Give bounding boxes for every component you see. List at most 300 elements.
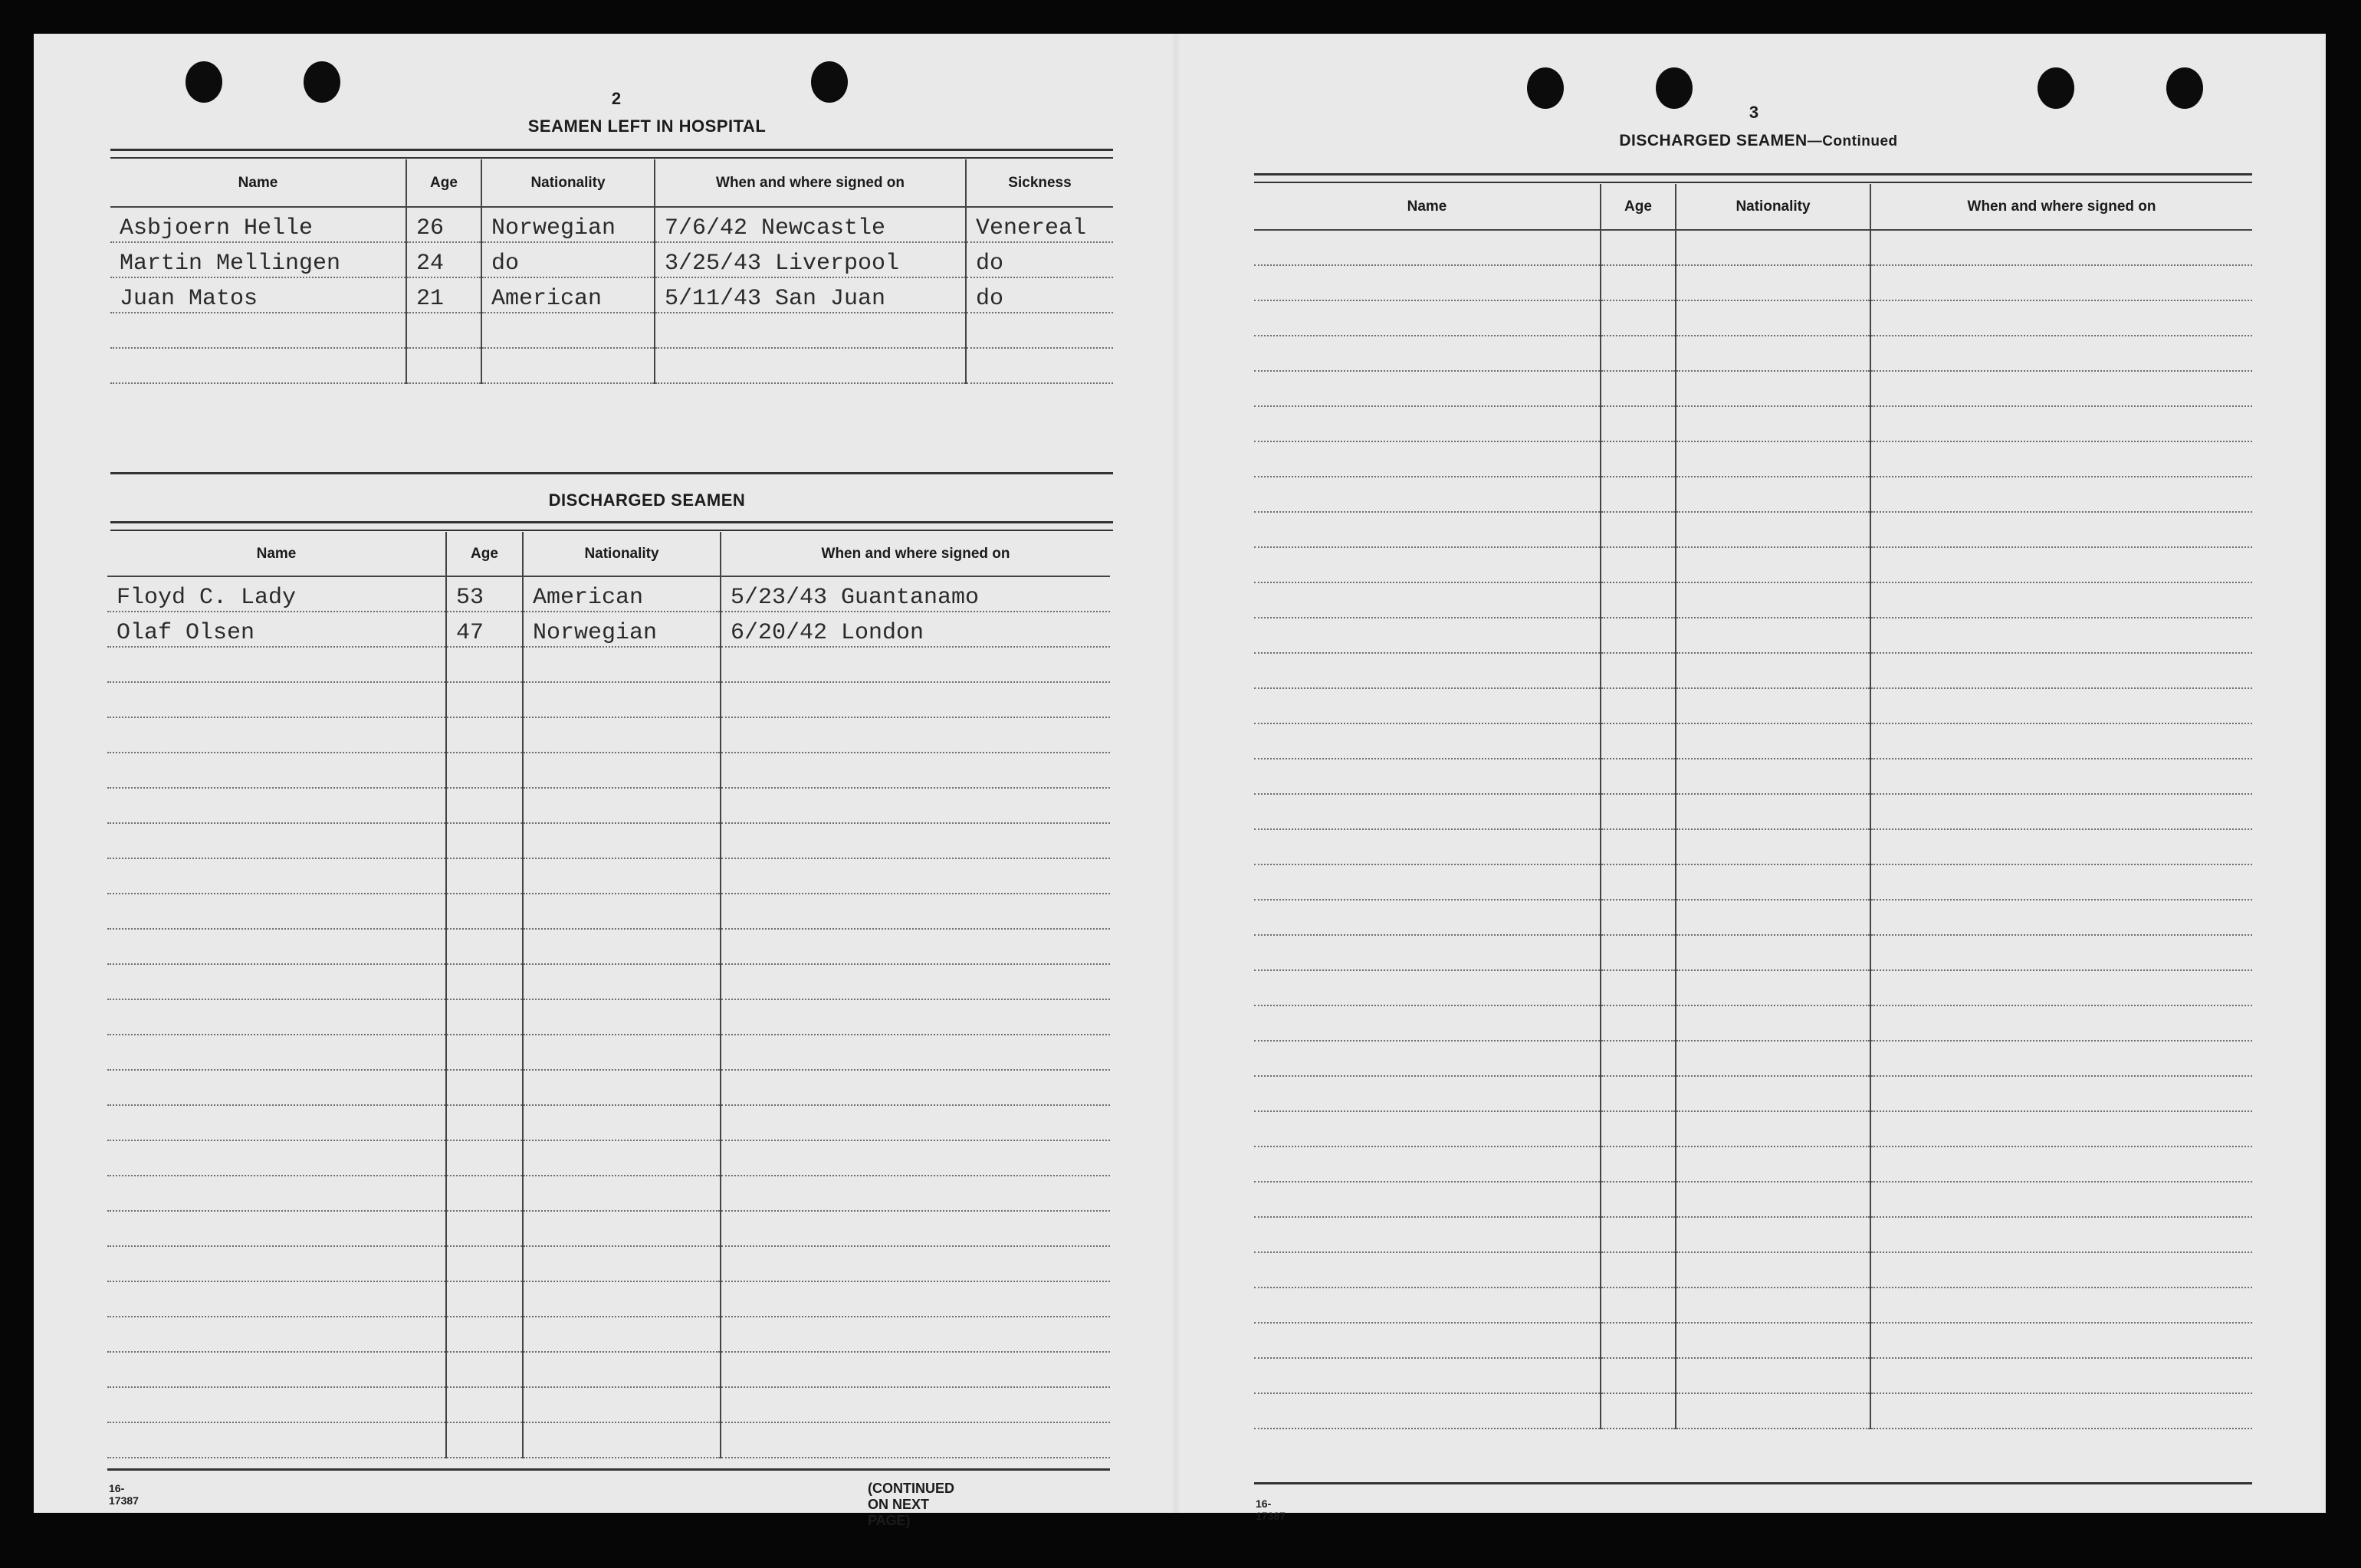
blank-row bbox=[107, 929, 1110, 964]
blank-cell bbox=[1601, 1393, 1676, 1429]
blank-cell bbox=[1676, 406, 1870, 441]
blank-row bbox=[107, 858, 1110, 894]
hospital-header-row bbox=[110, 159, 1113, 207]
col-signed-on-header: When and where signed on bbox=[1870, 184, 2252, 230]
blank-cell bbox=[446, 1246, 523, 1281]
blank-cell bbox=[446, 1176, 523, 1211]
blank-row bbox=[1254, 300, 2252, 336]
blank-row bbox=[107, 894, 1110, 929]
blank-cell bbox=[1676, 1076, 1870, 1111]
blank-cell bbox=[107, 1070, 446, 1105]
discharged-continued-title bbox=[1521, 132, 1996, 150]
blank-row bbox=[1254, 1288, 2252, 1323]
seaman-signed-on: 5/11/43 San Juan bbox=[655, 277, 966, 313]
blank-row bbox=[1254, 759, 2252, 794]
blank-cell bbox=[1601, 1146, 1676, 1182]
punch-hole-2 bbox=[304, 61, 340, 103]
discharged-table-left bbox=[107, 532, 1110, 1458]
blank-cell bbox=[1676, 653, 1870, 688]
blank-cell bbox=[446, 1035, 523, 1070]
blank-cell bbox=[1601, 723, 1676, 759]
blank-cell bbox=[1254, 1323, 1601, 1358]
discharged-table-right bbox=[1254, 184, 2252, 1429]
blank-cell bbox=[721, 1035, 1110, 1070]
blank-cell bbox=[523, 1387, 721, 1422]
blank-cell bbox=[107, 1140, 446, 1176]
discharged-bottom-rule bbox=[107, 1468, 1110, 1471]
blank-row bbox=[1254, 1146, 2252, 1182]
punch-hole-1 bbox=[186, 61, 222, 103]
blank-cell bbox=[1676, 1182, 1870, 1217]
blank-cell bbox=[107, 858, 446, 894]
blank-cell bbox=[1870, 1323, 2252, 1358]
blank-cell bbox=[446, 1140, 523, 1176]
seaman-signed-on: 5/23/43 Guantanamo bbox=[721, 576, 1110, 612]
blank-row bbox=[1254, 794, 2252, 829]
blank-cell bbox=[1870, 1252, 2252, 1288]
blank-cell bbox=[721, 1422, 1110, 1458]
blank-cell bbox=[107, 823, 446, 858]
seaman-name: Martin Mellingen bbox=[110, 242, 406, 277]
blank-cell bbox=[1254, 935, 1601, 970]
blank-cell bbox=[523, 999, 721, 1035]
blank-cell bbox=[1676, 336, 1870, 371]
blank-cell bbox=[1254, 230, 1601, 265]
blank-row bbox=[1254, 265, 2252, 300]
blank-cell bbox=[523, 1105, 721, 1140]
blank-cell bbox=[721, 1317, 1110, 1352]
blank-row bbox=[1254, 1358, 2252, 1393]
blank-row bbox=[107, 1317, 1110, 1352]
discharged-continued-title-main: DISCHARGED SEAMEN bbox=[1619, 132, 1808, 149]
col-name-header: Name bbox=[107, 532, 446, 576]
blank-cell bbox=[1870, 794, 2252, 829]
blank-cell bbox=[1870, 1146, 2252, 1182]
blank-cell bbox=[1870, 618, 2252, 653]
col-age-header: Age bbox=[446, 532, 523, 576]
blank-cell bbox=[446, 788, 523, 823]
blank-cell bbox=[523, 1035, 721, 1070]
form-number-left: 16-17387 bbox=[109, 1482, 139, 1507]
seaman-name bbox=[110, 313, 406, 348]
blank-cell bbox=[1870, 512, 2252, 547]
seaman-sickness bbox=[966, 348, 1113, 383]
blank-row bbox=[107, 717, 1110, 753]
blank-cell bbox=[1870, 759, 2252, 794]
blank-cell bbox=[1601, 1288, 1676, 1323]
discharged-continued-suffix: —Continued bbox=[1807, 133, 1898, 149]
blank-cell bbox=[446, 894, 523, 929]
blank-row bbox=[1254, 723, 2252, 759]
blank-cell bbox=[523, 753, 721, 788]
table-row bbox=[107, 612, 1110, 647]
blank-cell bbox=[1601, 653, 1676, 688]
seaman-age: 47 bbox=[446, 612, 523, 647]
continued-note: (CONTINUED ON NEXT PAGE) bbox=[868, 1481, 954, 1528]
blank-cell bbox=[721, 1176, 1110, 1211]
blank-row bbox=[107, 788, 1110, 823]
blank-cell bbox=[1254, 1217, 1601, 1252]
col-signed-on-header: When and where signed on bbox=[655, 159, 966, 207]
blank-cell bbox=[446, 858, 523, 894]
discharged-header-row bbox=[107, 532, 1110, 576]
blank-cell bbox=[1601, 406, 1676, 441]
blank-cell bbox=[1254, 688, 1601, 723]
blank-cell bbox=[1676, 441, 1870, 477]
blank-row bbox=[107, 1281, 1110, 1317]
blank-cell bbox=[1601, 618, 1676, 653]
blank-cell bbox=[721, 1352, 1110, 1387]
blank-cell bbox=[1870, 1217, 2252, 1252]
blank-cell bbox=[107, 753, 446, 788]
blank-cell bbox=[1676, 1358, 1870, 1393]
blank-cell bbox=[1676, 1041, 1870, 1076]
blank-cell bbox=[1254, 653, 1601, 688]
seaman-name: Juan Matos bbox=[110, 277, 406, 313]
blank-cell bbox=[446, 1352, 523, 1387]
seaman-signed-on: 3/25/43 Liverpool bbox=[655, 242, 966, 277]
blank-row bbox=[1254, 618, 2252, 653]
blank-cell bbox=[1601, 829, 1676, 864]
blank-cell bbox=[523, 1211, 721, 1246]
blank-cell bbox=[721, 753, 1110, 788]
blank-row bbox=[1254, 1041, 2252, 1076]
blank-cell bbox=[1870, 547, 2252, 582]
blank-cell bbox=[1676, 300, 1870, 336]
blank-cell bbox=[1254, 723, 1601, 759]
blank-cell bbox=[446, 1281, 523, 1317]
blank-cell bbox=[1676, 618, 1870, 653]
hospital-section-title: SEAMEN LEFT IN HOSPITAL bbox=[527, 116, 767, 136]
blank-cell bbox=[523, 823, 721, 858]
blank-cell bbox=[107, 1246, 446, 1281]
blank-cell bbox=[721, 1140, 1110, 1176]
blank-cell bbox=[1254, 1076, 1601, 1111]
blank-row bbox=[1254, 1323, 2252, 1358]
blank-row bbox=[1254, 441, 2252, 477]
col-name-header: Name bbox=[110, 159, 406, 207]
blank-cell bbox=[523, 894, 721, 929]
seaman-age: 26 bbox=[406, 207, 481, 242]
blank-row bbox=[1254, 512, 2252, 547]
hospital-table bbox=[110, 159, 1113, 384]
blank-cell bbox=[523, 1070, 721, 1105]
blank-cell bbox=[1870, 864, 2252, 900]
blank-cell bbox=[107, 788, 446, 823]
blank-cell bbox=[1870, 371, 2252, 406]
blank-cell bbox=[1601, 230, 1676, 265]
blank-cell bbox=[1870, 1005, 2252, 1041]
blank-row bbox=[107, 1105, 1110, 1140]
col-signed-on-header: When and where signed on bbox=[721, 532, 1110, 576]
blank-cell bbox=[721, 858, 1110, 894]
seaman-sickness: Venereal bbox=[966, 207, 1113, 242]
blank-cell bbox=[1676, 1323, 1870, 1358]
blank-cell bbox=[1254, 1252, 1601, 1288]
blank-cell bbox=[523, 647, 721, 682]
blank-cell bbox=[721, 999, 1110, 1035]
blank-cell bbox=[1254, 265, 1601, 300]
blank-cell bbox=[1601, 935, 1676, 970]
blank-cell bbox=[1870, 477, 2252, 512]
blank-cell bbox=[1601, 265, 1676, 300]
blank-row bbox=[1254, 582, 2252, 618]
blank-cell bbox=[1870, 653, 2252, 688]
table-row bbox=[110, 348, 1113, 383]
blank-cell bbox=[1676, 1111, 1870, 1146]
seaman-signed-on bbox=[655, 348, 966, 383]
blank-cell bbox=[1254, 547, 1601, 582]
blank-cell bbox=[1676, 1146, 1870, 1182]
blank-cell bbox=[523, 682, 721, 717]
seaman-age: 21 bbox=[406, 277, 481, 313]
blank-row bbox=[1254, 935, 2252, 970]
blank-row bbox=[1254, 230, 2252, 265]
blank-cell bbox=[1254, 371, 1601, 406]
blank-row bbox=[107, 999, 1110, 1035]
page-number-left: 2 bbox=[611, 89, 622, 108]
blank-cell bbox=[523, 1422, 721, 1458]
seaman-signed-on bbox=[655, 313, 966, 348]
blank-cell bbox=[1254, 1358, 1601, 1393]
blank-cell bbox=[1601, 1076, 1676, 1111]
table-row bbox=[110, 207, 1113, 242]
discharged-top-rule bbox=[110, 521, 1113, 531]
blank-cell bbox=[1870, 829, 2252, 864]
blank-cell bbox=[107, 717, 446, 753]
blank-row bbox=[107, 1070, 1110, 1105]
blank-row bbox=[1254, 1005, 2252, 1041]
blank-cell bbox=[1676, 477, 1870, 512]
blank-cell bbox=[1601, 688, 1676, 723]
blank-cell bbox=[1601, 582, 1676, 618]
blank-cell bbox=[446, 1105, 523, 1140]
blank-row bbox=[107, 1140, 1110, 1176]
seaman-nationality: American bbox=[481, 277, 655, 313]
blank-cell bbox=[721, 788, 1110, 823]
blank-cell bbox=[1601, 1358, 1676, 1393]
right-top-rule bbox=[1254, 173, 2252, 183]
blank-cell bbox=[107, 1352, 446, 1387]
blank-cell bbox=[523, 1140, 721, 1176]
blank-cell bbox=[523, 858, 721, 894]
blank-cell bbox=[721, 894, 1110, 929]
col-name-header: Name bbox=[1254, 184, 1601, 230]
blank-cell bbox=[1254, 1288, 1601, 1323]
blank-cell bbox=[1601, 1111, 1676, 1146]
blank-cell bbox=[446, 999, 523, 1035]
blank-cell bbox=[721, 1070, 1110, 1105]
blank-cell bbox=[107, 1387, 446, 1422]
blank-cell bbox=[446, 1387, 523, 1422]
blank-cell bbox=[1870, 1076, 2252, 1111]
blank-row bbox=[1254, 1111, 2252, 1146]
blank-cell bbox=[1676, 265, 1870, 300]
punch-hole-5 bbox=[1656, 67, 1693, 109]
blank-cell bbox=[1601, 1323, 1676, 1358]
blank-cell bbox=[1676, 723, 1870, 759]
blank-row bbox=[107, 1422, 1110, 1458]
blank-cell bbox=[1601, 794, 1676, 829]
blank-cell bbox=[1870, 300, 2252, 336]
blank-cell bbox=[523, 1281, 721, 1317]
blank-cell bbox=[1254, 1393, 1601, 1429]
table-row bbox=[110, 313, 1113, 348]
seaman-sickness: do bbox=[966, 242, 1113, 277]
blank-cell bbox=[721, 682, 1110, 717]
blank-cell bbox=[1676, 371, 1870, 406]
blank-cell bbox=[1676, 970, 1870, 1005]
blank-cell bbox=[1254, 864, 1601, 900]
blank-cell bbox=[446, 1070, 523, 1105]
blank-cell bbox=[107, 1176, 446, 1211]
blank-cell bbox=[107, 999, 446, 1035]
blank-cell bbox=[1254, 406, 1601, 441]
blank-cell bbox=[721, 717, 1110, 753]
blank-row bbox=[1254, 477, 2252, 512]
col-nationality-header: Nationality bbox=[1676, 184, 1870, 230]
seaman-name: Floyd C. Lady bbox=[107, 576, 446, 612]
blank-cell bbox=[1254, 1182, 1601, 1217]
blank-row bbox=[107, 964, 1110, 999]
blank-cell bbox=[1254, 477, 1601, 512]
blank-cell bbox=[107, 1211, 446, 1246]
blank-cell bbox=[446, 1422, 523, 1458]
blank-cell bbox=[1601, 1041, 1676, 1076]
blank-cell bbox=[1870, 265, 2252, 300]
blank-cell bbox=[446, 964, 523, 999]
blank-cell bbox=[1676, 794, 1870, 829]
blank-cell bbox=[1676, 688, 1870, 723]
blank-cell bbox=[1870, 1288, 2252, 1323]
table-row bbox=[107, 576, 1110, 612]
blank-row bbox=[1254, 970, 2252, 1005]
seaman-nationality: do bbox=[481, 242, 655, 277]
blank-cell bbox=[1676, 864, 1870, 900]
form-number-right: 16-17387 bbox=[1256, 1497, 1286, 1522]
blank-cell bbox=[1870, 900, 2252, 935]
blank-cell bbox=[1254, 970, 1601, 1005]
blank-cell bbox=[1676, 547, 1870, 582]
center-fold bbox=[1171, 34, 1180, 1513]
blank-cell bbox=[107, 1317, 446, 1352]
blank-row bbox=[1254, 653, 2252, 688]
seaman-sickness: do bbox=[966, 277, 1113, 313]
blank-cell bbox=[523, 788, 721, 823]
blank-cell bbox=[1870, 336, 2252, 371]
blank-cell bbox=[446, 647, 523, 682]
blank-cell bbox=[1601, 441, 1676, 477]
blank-cell bbox=[1870, 688, 2252, 723]
blank-cell bbox=[1601, 336, 1676, 371]
blank-cell bbox=[107, 1105, 446, 1140]
blank-cell bbox=[1676, 1393, 1870, 1429]
blank-cell bbox=[1254, 582, 1601, 618]
blank-row bbox=[107, 1352, 1110, 1387]
blank-row bbox=[1254, 864, 2252, 900]
blank-cell bbox=[523, 1317, 721, 1352]
blank-cell bbox=[107, 964, 446, 999]
seaman-age bbox=[406, 313, 481, 348]
blank-cell bbox=[721, 964, 1110, 999]
blank-row bbox=[107, 1246, 1110, 1281]
blank-cell bbox=[523, 1176, 721, 1211]
blank-cell bbox=[1601, 1217, 1676, 1252]
blank-cell bbox=[1254, 618, 1601, 653]
blank-cell bbox=[107, 1035, 446, 1070]
blank-row bbox=[107, 1176, 1110, 1211]
punch-hole-3 bbox=[811, 61, 848, 103]
blank-cell bbox=[446, 823, 523, 858]
blank-row bbox=[1254, 1217, 2252, 1252]
blank-cell bbox=[1870, 1358, 2252, 1393]
blank-cell bbox=[1676, 829, 1870, 864]
discharged-section-title: DISCHARGED SEAMEN bbox=[548, 490, 746, 510]
blank-cell bbox=[721, 1246, 1110, 1281]
blank-cell bbox=[1601, 300, 1676, 336]
blank-cell bbox=[721, 823, 1110, 858]
col-age-header: Age bbox=[406, 159, 481, 207]
seaman-signed-on: 6/20/42 London bbox=[721, 612, 1110, 647]
blank-cell bbox=[1676, 759, 1870, 794]
blank-row bbox=[1254, 371, 2252, 406]
blank-row bbox=[1254, 900, 2252, 935]
blank-cell bbox=[1254, 300, 1601, 336]
seaman-age bbox=[406, 348, 481, 383]
blank-row bbox=[1254, 406, 2252, 441]
col-nationality-header: Nationality bbox=[523, 532, 721, 576]
table-row bbox=[110, 242, 1113, 277]
seaman-nationality bbox=[481, 348, 655, 383]
blank-cell bbox=[1601, 1005, 1676, 1041]
document-sheet bbox=[34, 34, 2326, 1528]
blank-cell bbox=[107, 647, 446, 682]
blank-cell bbox=[446, 682, 523, 717]
blank-cell bbox=[523, 1246, 721, 1281]
blank-row bbox=[1254, 336, 2252, 371]
blank-cell bbox=[446, 717, 523, 753]
seaman-sickness bbox=[966, 313, 1113, 348]
blank-cell bbox=[523, 929, 721, 964]
blank-cell bbox=[1676, 512, 1870, 547]
blank-row bbox=[1254, 1182, 2252, 1217]
seaman-age: 24 bbox=[406, 242, 481, 277]
seaman-name: Olaf Olsen bbox=[107, 612, 446, 647]
blank-cell bbox=[523, 964, 721, 999]
blank-cell bbox=[1870, 723, 2252, 759]
blank-cell bbox=[446, 753, 523, 788]
blank-cell bbox=[721, 1387, 1110, 1422]
blank-cell bbox=[1254, 1111, 1601, 1146]
blank-cell bbox=[1676, 1217, 1870, 1252]
blank-cell bbox=[721, 929, 1110, 964]
blank-cell bbox=[1601, 864, 1676, 900]
blank-row bbox=[107, 1211, 1110, 1246]
blank-cell bbox=[1870, 230, 2252, 265]
blank-cell bbox=[107, 929, 446, 964]
blank-cell bbox=[1254, 512, 1601, 547]
seaman-nationality: American bbox=[523, 576, 721, 612]
blank-cell bbox=[1676, 935, 1870, 970]
blank-cell bbox=[1870, 441, 2252, 477]
punch-hole-4 bbox=[1527, 67, 1564, 109]
blank-cell bbox=[1254, 900, 1601, 935]
blank-row bbox=[1254, 829, 2252, 864]
blank-cell bbox=[1870, 935, 2252, 970]
blank-cell bbox=[107, 682, 446, 717]
blank-cell bbox=[107, 1422, 446, 1458]
blank-row bbox=[107, 647, 1110, 682]
